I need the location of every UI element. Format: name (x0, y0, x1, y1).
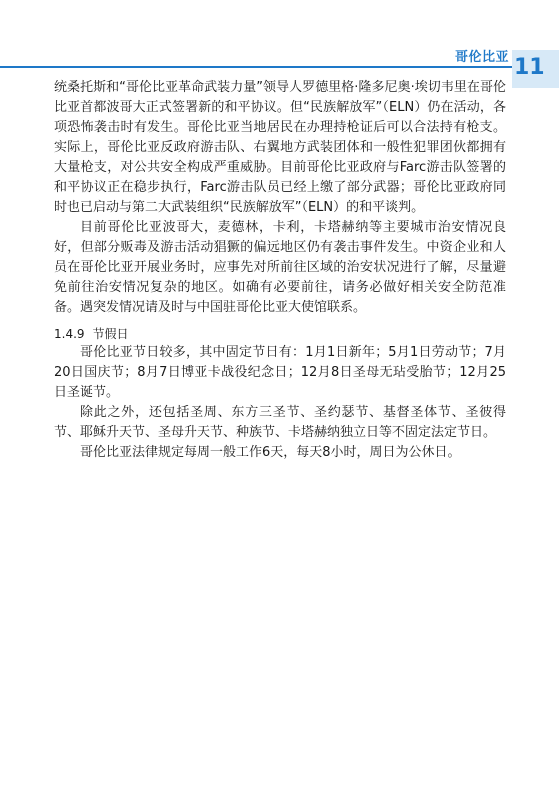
section-number: 1.4.9 (54, 327, 85, 341)
section-paragraph: 除此之外，还包括圣周、东方三圣节、圣约瑟节、基督圣体节、圣彼得节、耶稣升天节、圣母升天节、种族节、卡塔赫纳独立日等不固定法定节日。 (54, 405, 506, 440)
body-text-block (54, 78, 506, 318)
section-paragraph: 哥伦比亚法律规定每周一般工作6天，每天8小时，周日为公休日。 (80, 445, 461, 460)
section-paragraph: 哥伦比亚节日较多，其中固定节日有：1月1日新年；5月1日劳动节；7月20日国庆节；8月7日博亚卡战役纪念日；12月8日圣母无玷受胎节；12月25日圣诞节。 (54, 345, 506, 400)
section-heading (54, 325, 129, 343)
page-number: 11 (514, 55, 545, 80)
running-header-title: 哥伦比亚 (454, 50, 509, 65)
header-rule (0, 66, 512, 68)
section-title: 节假日 (92, 327, 129, 341)
paragraph-2: 目前哥伦比亚波哥大，麦德林，卡利，卡塔赫纳等主要城市治安情况良好，但部分贩毒及游击活动猖獗的偏远地区仍有袭击事件发生。中资企业和人员在哥伦比亚开展业务时，应事先对所前往区域的治安状况进行了解，尽量避免前往治安情况复杂的地区。如确有必要前往，请务必做好相关安全防范准备。遇突发情况请及时与中国驻哥伦比亚大使馆联系。 (54, 220, 506, 315)
paragraph-1: 统桑托斯和“哥伦比亚革命武装力量”领导人罗德里格·隆多尼奥·埃切韦里在哥伦比亚首都波哥大正式签署新的和平协议。但“民族解放军”（ELN）仍在活动，各项恐怖袭击时有发生。哥伦比亚当地居民在办理持枪证后可以合法持有枪支。实际上，哥伦比亚反政府游击队、右翼地方武装团体和一般性犯罪团伙都拥有大量枪支，对公共安全构成严重威胁。目前哥伦比亚政府与Farc游击队签署的和平协议正在稳步执行，Farc游击队员已经上缴了部分武器；哥伦比亚政府同时也已启动与第二大武装组织“民族解放军”（ELN）的和平谈判。 (54, 80, 506, 215)
section-body (54, 343, 506, 463)
